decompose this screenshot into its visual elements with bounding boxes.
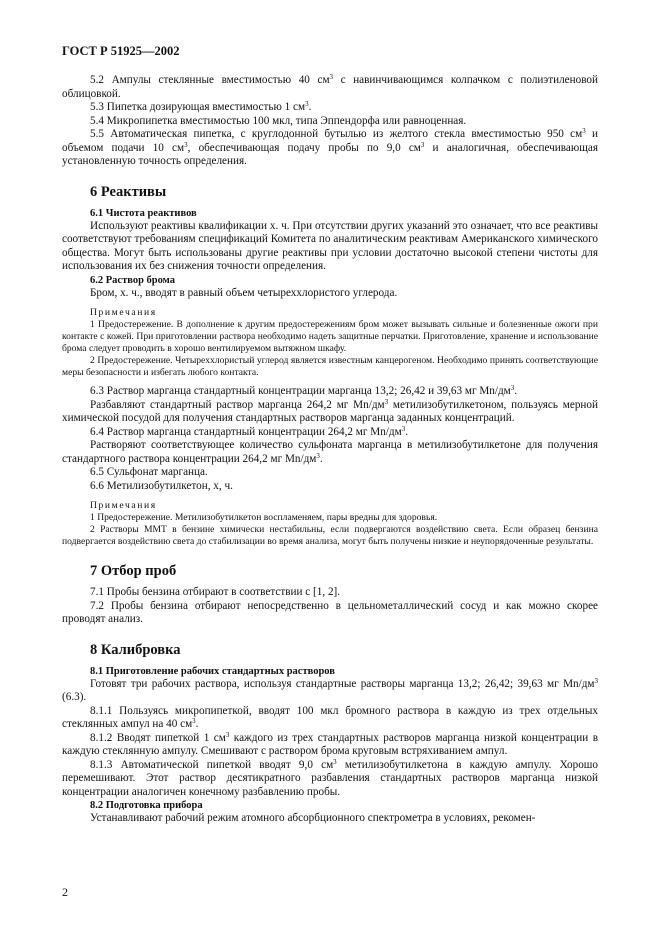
subsection-8-2-title: 8.2 Подготовка прибора [90, 800, 203, 811]
section-8-title: 8 Калибровка [90, 641, 181, 658]
note-1-1: 1 Предостережение. В дополнение к другим предостережениям бром может вызывать сильные и болезненные ожоги при контакте с кожей. При приготовлении раствора необходимо надеть защитные перчатки. Приготовление, хранение и использование брома следует проводить в хорошо вентилируемом вытяжном шкафу. [62, 319, 598, 354]
item-6-6: 6.6 Метилизобутилкетон, х, ч. [90, 479, 233, 492]
item-8-1-2: 8.1.2 Вводят пипеткой 1 $см^3$ каждого из трех стандартных растворов марганца низкой концентрации в каждую стеклянную ампулу. Смешивают с раствором брома круговым встряхиванием ампул. [62, 730, 598, 757]
item-7-2: 7.2 Пробы бензина отбирают непосредственно в цельнометаллический сосуд и как можно скорее проводят анализ. [62, 599, 598, 625]
subsection-8-1-text: Готовят три рабочих раствора, используя стандартные растворы марганца 13,2; 26,42; 39,63 мг $Mn/дм^3$ (6.3). [62, 676, 598, 703]
item-6-3: 6.3 Раствор марганца стандартный концентрации марганца 13,2; 26,42 и 39,63 мг $Mn/дм^3$. [90, 384, 518, 397]
item-6-4: 6.4 Раствор марганца стандартный концентрации 264,2 мг $Mn/дм^3$. [90, 424, 408, 438]
item-8-1-1: 8.1.1 Пользуясь микропипеткой, вводят 100 мкл бромного раствора в каждую из трех отдельных стеклянных ампул на 40 $см^3$. [62, 704, 598, 730]
subsection-6-2-text: Бром, х. ч., вводят в равный объем четыреххлористого углерода. [90, 286, 398, 299]
item-7-1: 7.1 Пробы бензина отбирают в соответствии с [1, 2]. [90, 586, 341, 598]
item-5-4: 5.4 Микропипетка вместимостью 100 мкл, типа Эппендорфа или равноценная. [90, 114, 467, 127]
item-8-1-3: 8.1.3 Автоматической пипеткой вводят 9,0 $см^3$ метилизобутилкетона в каждую ампулу. Хорошо перемешивают. Этот раствор десятикратного разбавления стандартных растворов марганца низкой концентрации аналогичен конечному разбавлению пробы. [62, 757, 599, 798]
subsection-8-2-text: Устанавливают рабочий режим атомного абсорбционного спектрометра в условиях, рекомен- [90, 812, 536, 824]
note-1-2: 2 Предостережение. Четыреххлористый углерод является известным канцерогеном. Необходимо принять соответствующие меры безопасности и избегать любого контакта. [62, 355, 598, 378]
item-6-3-text: Разбавляют стандартный раствор марганца 264,2 мг $Mn/дм^3$ метилизобутилкетоном, пользуясь мерной химической посудой для получения стандартных растворов марганца заданных концентраций. [62, 397, 598, 424]
subsection-6-1-text: Используют реактивы квалификации х. ч. При отсутствии других указаний это означает, что все реактивы соответствуют требованиям спецификаций Комитета по аналитическим реактивам Американского химического общества. Могут быть использованы другие реактивы при условии достаточно высокой степени чистоты для использования их без снижения точности определения. [62, 219, 598, 272]
document-body [62, 74, 598, 826]
subsection-6-1-title: 6.1 Чистота реактивов [90, 207, 197, 219]
item-6-5: 6.5 Сульфонат марганца. [90, 466, 208, 478]
section-7-title: 7 Отбор проб [90, 563, 177, 579]
page-number: 2 [62, 885, 68, 899]
subsection-8-1-title: 8.1 Приготовление рабочих стандартных растворов [90, 665, 335, 677]
note-2-2: 2 Растворы ММТ в бензине химически нестабильны, если подвергаются воздействию света. Если образец бензина подвергается воздействию света до стабилизации во время анализа, могут быть получены низкие и неупорядоченные результаты. [62, 524, 598, 547]
notes-heading-1: Примечания [90, 307, 157, 318]
gost-header: ГОСТ Р 51925—2002 [62, 44, 180, 58]
item-5-3: 5.3 Пипетка дозирующая вместимостью 1 $см^3$. [90, 100, 312, 113]
item-5-2: 5.2 Ампулы стеклянные вместимостью 40 $см^3$ с навинчивающимся колпачком с полиэтиленовой облицовкой. [62, 73, 598, 100]
item-5-5: 5.5 Автоматическая пипетка, с круглодонной бутылью из желтого стекла вместимостью 950 $см^3$ и объемом подачи 10 $см^3$, обеспечивающая подачу пробы по 9,0 $см^3$ и аналогичная, обеспечивающая установленную точность определения. [62, 127, 598, 167]
section-6-title: 6 Реактивы [90, 183, 167, 200]
item-6-4-text: Растворяют соответствующее количество сульфоната марганца в метилизобутилкетоне для получения стандартного раствора концентрации 264,2 мг $Mn/дм^3$. [62, 439, 598, 465]
subsection-6-2-title: 6.2 Раствор брома [90, 274, 176, 286]
note-2-1: 1 Предостережение. Метилизобутилкетон воспламеняем, пары вредны для здоровья. [90, 512, 438, 523]
notes-heading-2: Примечания [90, 500, 157, 511]
